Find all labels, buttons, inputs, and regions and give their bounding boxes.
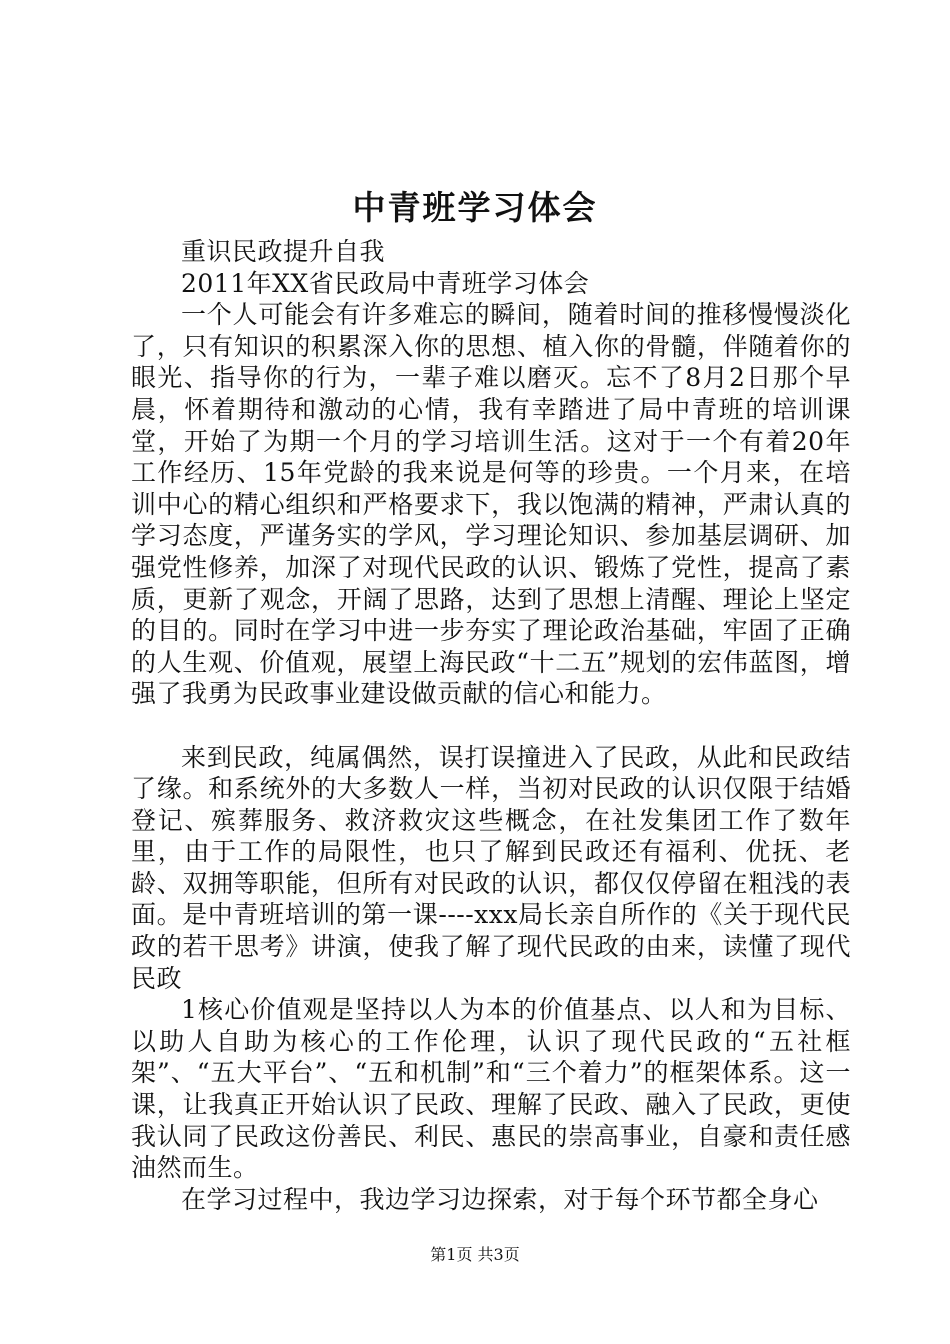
document-body xyxy=(131,236,851,1215)
body-paragraph: 来到民政，纯属偶然，误打误撞进入了民政，从此和民政结了缘。和系统外的大多数人一样，当初对民政的认识仅限于结婚登记、殡葬服务、救济救灾这些概念，在社发集团工作了数年里，由于工作的局限性，也只了解到民政还有福利、优抚、老龄、双拥等职能，但所有对民政的认识，都仅仅停留在粗浅的表面。是中青班培训的第一课----xxx局长亲自所作的《关于现代民政的若干思考》讲演，使我了解了现代民政的由来，读懂了现代民政 xyxy=(131,742,851,993)
body-paragraph: 在学习过程中，我边学习边探索，对于每个环节都全身心 xyxy=(181,1184,819,1214)
body-paragraph: 1核心价值观是坚持以人为本的价值基点、以人和为目标、以助人自助为核心的工作伦理，认识了现代民政的“五社框架”、“五大平台”、“五和机制”和“三个着力”的框架体系。这一课，让我真正开始认识了民政、理解了民政、融入了民政，更使我认同了民政这份善民、利民、惠民的崇高事业，自豪和责任感油然而生。 xyxy=(131,995,851,1183)
page-footer: 第1页 共3页 xyxy=(430,1245,520,1264)
heading-paragraph: 2011年XX省民政局中青班学习体会 xyxy=(181,268,590,298)
document-title: 中青班学习体会 xyxy=(352,188,598,227)
subtitle-paragraph: 重识民政提升自我 xyxy=(181,237,386,266)
body-paragraph: 一个人可能会有许多难忘的瞬间，随着时间的推移慢慢淡化了，只有知识的积累深入你的思想、植入你的骨髓，伴随着你的眼光、指导你的行为，一辈子难以磨灭。忘不了8月2日那个早晨，怀着期待和激动的心情，我有幸踏进了局中青班的培训课堂，开始了为期一个月的学习培训生活。这对于一个有着20年工作经历、15年党龄的我来说是何等的珍贵。一个月来，在培训中心的精心组织和严格要求下，我以饱满的精神，严肃认真的学习态度，严谨务实的学风，学习理论知识、参加基层调研、加强党性修养，加深了对现代民政的认识、锻炼了党性，提高了素质，更新了观念，开阔了思路，达到了思想上清醒、理论上坚定的目的。同时在学习中进一步夯实了理论政治基础，牢固了正确的人生观、价值观，展望上海民政“十二五”规划的宏伟蓝图，增强了我勇为民政事业建设做贡献的信心和能力。 xyxy=(131,300,851,709)
